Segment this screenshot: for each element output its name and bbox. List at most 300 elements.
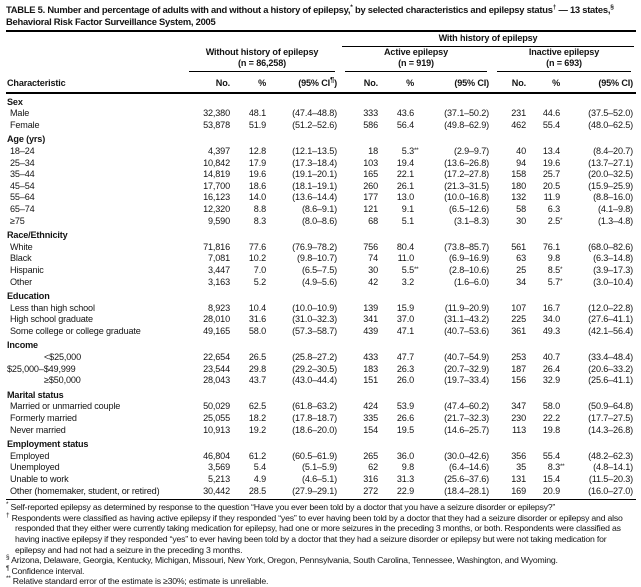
cell-value: (27.9–29.1) (268, 486, 340, 500)
cell-value: 253 (511, 352, 526, 363)
section-row (6, 288, 636, 303)
section-row (6, 337, 636, 352)
group-without-history (184, 47, 340, 72)
row-label: Male (10, 108, 30, 119)
cell-value: 18.2 (248, 413, 266, 424)
cell-value: 44.6 (542, 108, 560, 119)
row-label: Employed (10, 450, 50, 461)
cell-value: 7.0 (253, 264, 266, 275)
cell-value: 25,055 (203, 413, 230, 424)
cell-value: (10.0–10.9) (292, 302, 337, 313)
cell-value: 335 (363, 413, 378, 424)
footnote: † Respondents were classified as having active epilepsy if they responded “yes” to ever having been told by a doctor that they had a seizure disorder or epilepsy and also responded that they either were currently taking medication for epilepsy, had one or more seizures in the preceding 3 months, or both. Respondents were classified as having inactive epilepsy if they responded “yes” to ever having been told by a doctor that they had a seizure disorder or epilepsy but were not taking medication for epilepsy and had not had a seizure in the preceding 3 months. (6, 511, 623, 555)
cell-value: 30 (516, 215, 526, 226)
footnote-symbol: * (6, 501, 9, 509)
cell-value: 40.7 (542, 352, 560, 363)
cell-value: 11.9 (543, 192, 560, 203)
footnote-symbol: § (6, 554, 10, 562)
table-row (6, 401, 636, 413)
cell-value: 18.6 (248, 180, 266, 191)
table-row (6, 364, 636, 376)
cell-value: 17,700 (203, 180, 230, 191)
cell-value: 9,590 (207, 215, 230, 226)
cell-value: 47.1 (396, 325, 414, 336)
cell-value: (73.8–85.7) (444, 241, 489, 252)
cell-value: 42 (368, 276, 378, 287)
epilepsy-table (6, 30, 636, 500)
flagged-value: 8.3** (547, 462, 565, 473)
cell-value: (18.1–19.1) (292, 180, 337, 191)
cell-value: 6.3 (547, 203, 560, 214)
row-label: Never married (10, 424, 66, 435)
cell-value: 3.2 (401, 276, 414, 287)
cell-value: 43.6 (396, 108, 414, 119)
cell-value: 28,043 (203, 375, 230, 386)
group-n: (n = 86,258) (238, 58, 286, 69)
cell-value: 19.4 (396, 157, 414, 168)
cell-value: 10,913 (203, 424, 230, 435)
cell-value: (50.9–64.8) (588, 401, 634, 412)
table-row (6, 303, 636, 315)
section-label: Education (7, 291, 50, 302)
cell-value: (6.4–14.6) (449, 462, 489, 473)
group-active-epilepsy (340, 47, 492, 72)
cell-value: 433 (363, 352, 378, 363)
cell-value: 50,029 (203, 401, 230, 412)
cell-value: 56.4 (396, 119, 414, 130)
cell-value: 8,923 (207, 302, 230, 313)
table-row (6, 120, 636, 132)
section-label: Age (yrs) (7, 134, 46, 145)
cell-value: 23,544 (203, 363, 230, 374)
group-name: Without history of epilepsy (205, 46, 319, 57)
table-row (6, 425, 636, 437)
cell-value: (3.1–8.3) (453, 215, 489, 226)
cell-value: 16.7 (542, 302, 560, 313)
cell-value: (15.9–25.9) (588, 180, 634, 191)
cell-value: (60.5–61.9) (292, 450, 337, 461)
cell-value: (40.7–53.6) (444, 325, 489, 336)
row-label: Other (10, 276, 32, 287)
table-row (6, 146, 636, 158)
cell-value: 230 (511, 413, 526, 424)
cell-value: 225 (511, 314, 526, 325)
cell-value: (12.0–22.8) (588, 302, 634, 313)
cell-value: (13.6–26.8) (444, 157, 489, 168)
table-row (6, 314, 636, 326)
cell-value: (6.5–12.6) (449, 203, 489, 214)
cell-value: 156 (511, 375, 526, 386)
cell-value: 462 (511, 119, 526, 130)
cell-value: 19.8 (542, 424, 560, 435)
cell-value: 22.9 (380, 486, 416, 500)
cell-value: (16.0–27.0) (562, 486, 636, 500)
cell-value: (40.7–54.9) (444, 352, 489, 363)
cell-value: (5.1–5.9) (301, 462, 337, 473)
footnote: ** Relative standard error of the estimate is ≥30%; estimate is unreliable. (6, 575, 269, 587)
cell-value: 8.3 (253, 215, 266, 226)
table-row (6, 108, 636, 120)
cell-value: (20.0–32.5) (588, 169, 634, 180)
cell-value: 103 (363, 157, 378, 168)
cell-value: 47.7 (396, 352, 414, 363)
no-header: No. (340, 72, 380, 93)
cell-value: (8.6–9.1) (301, 203, 337, 214)
row-label: Some college or college graduate (10, 325, 141, 336)
row-label: White (10, 241, 33, 252)
row-label: 25–34 (10, 157, 35, 168)
section-label: Employment status (7, 439, 89, 450)
cell-value: 25 (516, 264, 526, 275)
cell-value: (2.9–9.7) (453, 145, 489, 156)
cell-value: (4.6–5.1) (301, 474, 337, 484)
cell-value: 13.4 (542, 145, 560, 156)
cell-value: (21.7–32.3) (444, 413, 489, 424)
cell-value: (11.9–20.9) (444, 302, 489, 313)
with-history-header (340, 31, 636, 47)
ci-header: (95% CI) (416, 72, 492, 93)
cell-value: (42.1–56.4) (588, 325, 634, 336)
cell-value: 31.3 (396, 474, 414, 484)
cell-value: 151 (363, 375, 378, 386)
cell-value: 5.2 (253, 276, 266, 287)
cell-value: 46,804 (203, 450, 230, 461)
section-label: Marital status (7, 389, 64, 400)
table-row (6, 265, 636, 277)
flagged-value: 5.3** (401, 145, 419, 156)
cell-value: (37.1–50.2) (444, 108, 489, 119)
cell-value: 756 (363, 241, 378, 252)
row-label: 18–24 (10, 145, 35, 156)
cell-value: 356 (511, 450, 526, 461)
cell-value: (8.0–8.6) (301, 215, 337, 226)
cell-value: (31.1–43.2) (444, 314, 489, 325)
cell-value: (1.3–4.8) (597, 215, 634, 226)
row-label: <$25,000 (44, 352, 81, 363)
cell-value: 12.8 (248, 145, 266, 156)
header-spacer (6, 31, 340, 47)
cell-value: 34 (516, 276, 526, 287)
table-row (6, 462, 636, 474)
cell-value: 5.1 (401, 215, 414, 226)
cell-value: 53,878 (203, 119, 230, 130)
cell-value: 19.6 (542, 157, 560, 168)
cell-value: 26.3 (396, 363, 414, 374)
table-row (6, 242, 636, 254)
footnotes (6, 502, 638, 587)
cell-value: 61.2 (248, 450, 266, 461)
cell-value: (29.2–30.5) (292, 363, 337, 374)
table-row (6, 326, 636, 338)
cell-value: (49.8–62.9) (444, 119, 489, 130)
cell-value: (14.3–26.8) (588, 424, 634, 435)
no-header: No. (492, 72, 528, 93)
table-row (6, 169, 636, 181)
cell-value: (30.0–42.6) (444, 450, 489, 461)
cell-value: 26.0 (396, 375, 414, 386)
group-n: (n = 919) (398, 58, 434, 69)
cell-value: (25.8–27.2) (292, 352, 337, 363)
cell-value: 272 (340, 486, 380, 500)
table-row (6, 451, 636, 463)
cell-value: 260 (363, 180, 378, 191)
cell-value: (18.4–28.1) (416, 486, 492, 500)
no-header: No. (184, 72, 232, 93)
cell-value: 34.0 (542, 314, 560, 325)
cell-value: 3,569 (207, 462, 230, 473)
cell-value: 10.4 (248, 302, 266, 313)
cell-value: 32,380 (203, 108, 230, 119)
cell-value: 131 (511, 474, 526, 484)
cell-value: 183 (363, 363, 378, 374)
cell-value: 13.0 (396, 192, 414, 203)
cell-value: (3.9–17.3) (593, 264, 634, 275)
cell-value: 12,320 (203, 203, 230, 214)
cell-value: 11.0 (397, 253, 414, 264)
header-spacer (6, 47, 184, 72)
flagged-value: 5.5** (401, 264, 419, 275)
row-label: 35–44 (10, 169, 35, 180)
table-row (6, 474, 636, 486)
row-label: High school graduate (10, 314, 93, 325)
cell-value: (4.9–5.6) (301, 276, 337, 287)
cell-value: (2.8–10.6) (449, 264, 489, 275)
table-row (6, 486, 636, 500)
cell-value: (8.8–16.0) (593, 192, 634, 203)
cell-value: (51.2–52.6) (292, 119, 337, 130)
section-row (6, 131, 636, 146)
cell-value: 16,123 (203, 192, 230, 203)
with-history-label: With history of epilepsy (342, 33, 634, 47)
cell-value: (37.5–52.0) (588, 108, 634, 119)
cell-value: (25.6–41.1) (588, 375, 634, 386)
cell-value: (9.8–10.7) (297, 253, 337, 264)
cell-value: 113 (511, 424, 526, 435)
row-label: Female (10, 119, 40, 130)
section-row (6, 93, 636, 109)
cell-value: 28.5 (232, 486, 268, 500)
cell-value: 8.8 (253, 203, 266, 214)
cell-value: 58.0 (248, 325, 266, 336)
cell-value: 439 (363, 325, 378, 336)
cell-value: 74 (368, 253, 378, 264)
cell-value: 77.6 (248, 241, 266, 252)
cell-value: (17.8–18.7) (292, 413, 337, 424)
footnote-symbol: † (6, 511, 10, 519)
cell-value: 58.0 (542, 401, 560, 412)
cell-value: 22,654 (203, 352, 230, 363)
cell-value: 76.1 (542, 241, 560, 252)
cell-value: 3,447 (207, 264, 230, 275)
cell-value: 139 (363, 302, 378, 313)
cell-value: 347 (511, 401, 526, 412)
flagged-value: 5.7* (547, 276, 563, 287)
cell-value: (6.9–16.9) (449, 253, 489, 264)
cell-value: 333 (363, 108, 378, 119)
table-body (6, 93, 636, 500)
cell-value: 49,165 (203, 325, 230, 336)
footnote-symbol: ¶ (6, 564, 10, 572)
pct-header: % (232, 72, 268, 93)
cell-value: (48.2–62.3) (588, 450, 634, 461)
section-label: Income (7, 340, 38, 351)
cell-value: 9.8 (547, 253, 560, 264)
cell-value: 26.1 (396, 180, 414, 191)
cell-value: 22.2 (542, 413, 560, 424)
cell-value: (19.1–20.1) (292, 169, 337, 180)
row-label: Unemployed (10, 462, 60, 473)
cell-value: 5,213 (207, 474, 230, 484)
cell-value: 177 (363, 192, 378, 203)
row-label: Unable to work (10, 474, 69, 484)
section-row (6, 436, 636, 451)
row-label: Hispanic (10, 264, 44, 275)
flagged-value: 8.5* (547, 264, 563, 275)
row-label: $25,000–$49,999 (7, 363, 76, 374)
cell-value: 58 (516, 203, 526, 214)
cell-value: 25.7 (542, 169, 560, 180)
cell-value: 29.8 (248, 363, 266, 374)
cell-value: 9.1 (401, 203, 414, 214)
cell-value: 63 (516, 253, 526, 264)
table-row (6, 352, 636, 364)
cell-value: 14,819 (203, 169, 230, 180)
cell-value: 132 (511, 192, 526, 203)
cell-value: 361 (511, 325, 526, 336)
cell-value: (14.6–25.7) (444, 424, 489, 435)
cell-value: 20.5 (542, 180, 560, 191)
cell-value: (6.5–7.5) (301, 264, 337, 275)
cell-value: (21.3–31.5) (444, 180, 489, 191)
cell-value: (61.8–63.2) (292, 401, 337, 412)
cell-value: (17.2–27.8) (444, 169, 489, 180)
cell-value: (12.1–13.5) (292, 145, 337, 156)
cell-value: (68.0–82.6) (588, 241, 634, 252)
cell-value: 62.5 (248, 401, 266, 412)
row-label: Less than high school (10, 302, 95, 313)
cell-value: 32.9 (542, 375, 560, 386)
cell-value: 43.7 (248, 375, 266, 386)
footnote-symbol: ** (6, 575, 11, 583)
cell-value: (1.6–6.0) (453, 276, 489, 287)
characteristic-header: Characteristic (6, 72, 184, 93)
cell-value: (43.0–44.4) (292, 375, 337, 386)
flagged-value: 2.5* (547, 215, 563, 226)
table-row (6, 192, 636, 204)
cell-value: (20.7–32.9) (444, 363, 489, 374)
table-title: TABLE 5. Number and percentage of adults with and without a history of epilepsy,* by selected characteristics and epilepsy status† — 13 states,§ Behavioral Risk Factor Surveillance System, 2005 (6, 3, 614, 27)
cell-value: 3,163 (207, 276, 230, 287)
cell-value: 7,081 (207, 253, 230, 264)
section-row (6, 387, 636, 402)
pct-header: % (528, 72, 562, 93)
row-label: Married or unmarried couple (10, 401, 121, 412)
cell-value: 28,010 (203, 314, 230, 325)
table-row (6, 375, 636, 387)
group-n: (n = 693) (546, 58, 582, 69)
cell-value: 180 (511, 180, 526, 191)
cell-value: 165 (363, 169, 378, 180)
cell-value: 187 (511, 363, 526, 374)
cell-value: 94 (516, 157, 526, 168)
cell-value: (4.8–14.1) (593, 462, 634, 473)
cell-value: 4,397 (207, 145, 230, 156)
section-label: Sex (7, 96, 23, 107)
cell-value: (10.0–16.8) (444, 192, 489, 203)
row-label: ≥$50,000 (44, 375, 81, 386)
row-label: Formerly married (10, 413, 77, 424)
row-label: 55–64 (10, 192, 35, 203)
cell-value: (18.6–20.0) (292, 424, 337, 435)
cell-value: 15.4 (542, 474, 560, 484)
cell-value: 19.6 (248, 169, 266, 180)
cell-value: 107 (511, 302, 526, 313)
cell-value: 55.4 (542, 450, 560, 461)
table-row (6, 181, 636, 193)
group-name: Active epilepsy (384, 46, 448, 57)
row-label: 65–74 (10, 203, 35, 214)
cell-value: 40 (516, 145, 526, 156)
ci-header: (95% CI) (562, 72, 636, 93)
cell-value: 586 (363, 119, 378, 130)
cell-value: 561 (511, 241, 526, 252)
cell-value: 154 (363, 424, 378, 435)
table-row (6, 413, 636, 425)
group-header-row (6, 47, 636, 72)
section-row (6, 227, 636, 242)
cell-value: 26.5 (248, 352, 266, 363)
row-label: 45–54 (10, 180, 35, 191)
row-label: Other (homemaker, student, or retired) (6, 486, 184, 500)
cell-value: (57.3–58.7) (292, 325, 337, 336)
cell-value: 121 (363, 203, 378, 214)
cell-value: (76.9–78.2) (292, 241, 337, 252)
cell-value: (13.6–14.4) (292, 192, 337, 203)
cell-value: 19.5 (396, 424, 414, 435)
table-row (6, 253, 636, 265)
cell-value: 62 (368, 462, 378, 473)
cell-value: (27.6–41.1) (588, 314, 634, 325)
cell-value: 35 (516, 462, 526, 473)
cell-value: 231 (511, 108, 526, 119)
cell-value: (4.1–9.8) (597, 203, 634, 214)
cell-value: 36.0 (396, 450, 414, 461)
cell-value: (8.4–20.7) (593, 145, 634, 156)
row-label: ≥75 (10, 215, 25, 226)
cell-value: 51.9 (248, 119, 266, 130)
cell-value: 15.9 (396, 302, 414, 313)
cell-value: 26.6 (396, 413, 414, 424)
cell-value: (3.0–10.4) (593, 276, 634, 287)
cell-value: 265 (363, 450, 378, 461)
cell-value: 30,442 (184, 486, 232, 500)
table-row (6, 216, 636, 228)
table-header (6, 31, 636, 92)
cell-value: 341 (363, 314, 378, 325)
cell-value: (31.0–32.3) (292, 314, 337, 325)
cell-value: 31.6 (248, 314, 266, 325)
cell-value: (48.0–62.5) (588, 119, 634, 130)
cell-value: 10.2 (248, 253, 266, 264)
cell-value: 30 (368, 264, 378, 275)
cell-value: 4.9 (253, 474, 266, 484)
cell-value: (11.5–20.3) (588, 474, 634, 484)
cell-value: 26.4 (542, 363, 560, 374)
cell-value: 37.0 (396, 314, 414, 325)
cell-value: (6.3–14.8) (593, 253, 634, 264)
group-inactive-epilepsy (492, 47, 636, 72)
cell-value: (25.6–37.6) (444, 474, 489, 484)
